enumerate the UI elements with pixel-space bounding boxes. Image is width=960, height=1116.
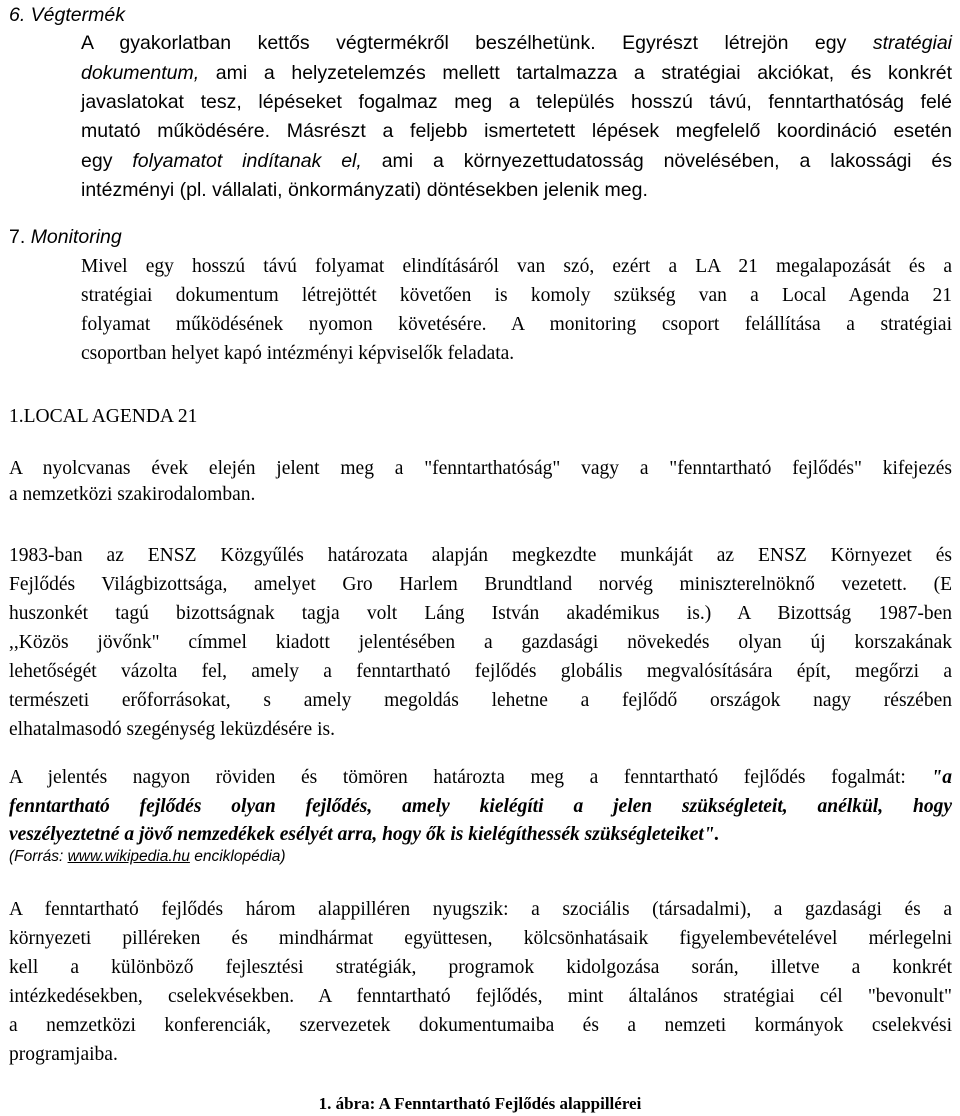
paragraph-line: javaslatokat tesz, lépéseket fogalmaz meg a település hosszú távú, fenntarthatóság felé: [81, 91, 952, 113]
paragraph-line: 1983-ban az ENSZ Közgyűlés határozata alapján megkezdte munkáját az ENSZ Környezet és: [9, 545, 952, 566]
paragraph-line: csoportban helyet kapó intézményi képviselők feladata.: [81, 343, 515, 364]
paragraph-line: stratégiai dokumentum létrejöttét követően is komoly szükség van a Local Agenda 21: [81, 285, 952, 306]
figure-caption: 1. ábra: A Fenntartható Fejlődés alappillérei: [318, 1094, 642, 1113]
paragraph-line: programjaiba.: [9, 1044, 118, 1065]
paragraph-line: dokumentum, ami a helyzetelemzés mellett tartalmazza a stratégiai akciókat, és konkrét: [81, 62, 952, 84]
definition-quote-line: veszélyeztetné a jövő nemzedékek esélyét arra, hogy ők is kielégíthessék szükségleteiket".: [9, 824, 720, 845]
paragraph-line: A fenntartható fejlődés három alappilléren nyugszik: a szociális (társadalmi), a gazdasági és a: [9, 899, 952, 920]
paragraph-line: a nemzetközi konferenciák, szervezetek dokumentumaiba és a nemzeti kormányok cselekvési: [9, 1015, 952, 1036]
paragraph-line: A jelentés nagyon röviden és tömören határozta meg a fenntartható fejlődés fogalmát: "a: [9, 767, 952, 788]
paragraph-line: A gyakorlatban kettős végtermékről beszélhetünk. Egyrészt létrejön egy stratégiai: [81, 32, 952, 54]
paragraph-line: egy folyamatot indítanak el, ami a környezettudatosság növelésében, a lakossági és: [81, 150, 952, 172]
definition-quote-line: fenntartható fejlődés olyan fejlődés, amely kielégíti a jelen szükségleteit, anélkül, hogy: [9, 796, 952, 817]
paragraph-line: intézkedésekben, cselekvésekben. A fenntartható fejlődés, mint általános stratégiai cél "bevonult": [9, 986, 952, 1007]
paragraph-line: huszonkét tagú bizottságnak tagja volt Láng István akadémikus is.) A Bizottság 1987-ben: [9, 603, 952, 624]
paragraph-line: folyamat működésének nyomon követésére. A monitoring csoport felállítása a stratégiai: [81, 314, 952, 335]
paragraph-line: kell a különböző fejlesztési stratégiák, programok kidolgozása során, illetve a konkrét: [9, 957, 952, 978]
source-citation: (Forrás: www.wikipedia.hu enciklopédia): [9, 848, 286, 865]
paragraph-line: lehetőségét vázolta fel, amely a fenntartható fejlődés globális megvalósítására épít, megőrzi a: [9, 661, 952, 682]
paragraph-line: természeti erőforrásokat, s amely megoldás lehetne a fejlődő országok nagy részében: [9, 690, 952, 711]
paragraph-line: ,,Közös jövőnk" címmel kiadott jelentésében a gazdasági növekedés olyan új korszakának: [9, 632, 952, 653]
paragraph-line: a nemzetközi szakirodalomban.: [9, 484, 256, 505]
paragraph-line: intézményi (pl. vállalati, önkormányzati) döntésekben jelenik meg.: [81, 179, 648, 201]
paragraph-line: mutató működésére. Másrészt a feljebb ismertetett lépések megfelelő koordináció esetén: [81, 120, 952, 142]
section-6-heading: 6. Végtermék: [9, 4, 125, 26]
paragraph-line: Fejlődés Világbizottsága, amelyet Gro Harlem Brundtland norvég miniszterelnöknő vezetett. (E: [9, 574, 952, 595]
local-agenda-heading: 1.LOCAL AGENDA 21: [9, 406, 198, 427]
paragraph-line: környezeti pilléreken és mindhármat együttesen, kölcsönhatásaik figyelembevételével mérlegelni: [9, 928, 952, 949]
paragraph-line: elhatalmasodó szegénység leküzdésére is.: [9, 719, 335, 740]
paragraph-line: Mivel egy hosszú távú folyamat elindításáról van szó, ezért a LA 21 megalapozását és a: [81, 256, 952, 277]
section-7-heading: 7. Monitoring: [9, 226, 122, 248]
wikipedia-link[interactable]: www.wikipedia.hu: [67, 848, 190, 865]
paragraph-line: A nyolcvanas évek elején jelent meg a "fenntarthatóság" vagy a "fenntartható fejlődés" kifejezés: [9, 458, 952, 479]
